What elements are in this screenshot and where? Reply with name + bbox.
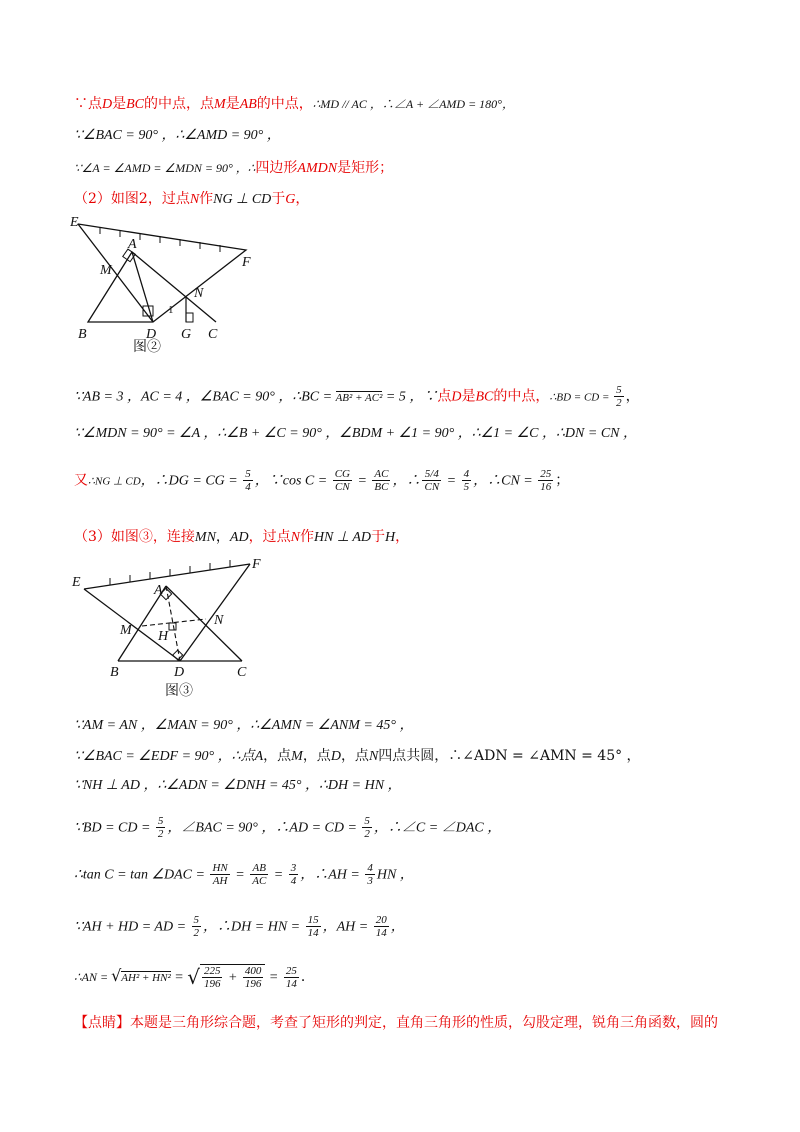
proof-line-4: （2）如图2，过点N作NG ⊥ CD于G， <box>74 191 310 207</box>
math: = 5 ，∵ <box>382 389 438 405</box>
fraction: $\frac{5}{4}$ <box>245 468 251 493</box>
label-D: D <box>146 327 157 342</box>
math: HN ⊥ AD <box>313 530 371 545</box>
text: ． <box>300 969 315 985</box>
figure-2-caption: 图② <box>133 339 161 355</box>
math: ∴BD = CD = <box>549 391 613 404</box>
math: ，∴ <box>392 473 421 489</box>
math: = <box>270 867 287 883</box>
math: ，∴AH = <box>300 867 364 883</box>
math: ∴tan C = tan ∠DAC = <box>74 867 209 883</box>
math: D <box>330 749 341 764</box>
text: 是矩形； <box>337 160 394 176</box>
math: = <box>443 473 460 489</box>
fraction: $\frac{15}{14}$ <box>307 914 319 939</box>
label-C: C <box>208 327 218 342</box>
math: ∵∠A = ∠AMD = ∠MDN = 90° ，∴ <box>74 161 256 175</box>
math: HN ， <box>376 867 414 883</box>
math: ∵BD = CD = <box>74 820 154 836</box>
label-N: N <box>194 286 204 301</box>
math: AD <box>229 530 249 545</box>
text: ，点 <box>302 748 331 764</box>
math: ∴AN = <box>74 970 112 984</box>
proof-line-6: ∵∠MDN = 90° = ∠A ，∴∠B + ∠C = 90° ，∠BDM + ∠1 = 90° ，∴∠1 = ∠C ，∴DN = CN ， <box>74 426 637 441</box>
text: 的中点， <box>256 96 313 112</box>
fraction: $\frac{CG}{CN}$ <box>334 468 350 493</box>
text: 又 <box>74 472 88 489</box>
fraction: $\frac{AC}{BC}$ <box>374 468 389 493</box>
fraction: $\frac{AB}{AC}$ <box>252 862 267 887</box>
math: ∵AB = 3 ，AC = 4 ，∠BAC = 90° ，∴BC = <box>74 389 336 405</box>
text: （3）如图③，连接 <box>74 529 195 545</box>
math: = <box>265 970 282 985</box>
proof-line-10 <box>74 746 641 767</box>
math: ∵∠BAC = ∠EDF = 90° ，∴点 <box>74 749 255 764</box>
fraction: $\frac{225}{196}$ <box>203 965 221 990</box>
label-B: B <box>78 327 87 342</box>
text: ，点 <box>340 748 369 764</box>
math: = <box>170 970 188 985</box>
text: ，过点 <box>248 529 291 545</box>
text: 于 <box>271 191 286 207</box>
math: M <box>291 749 303 764</box>
text: 于 <box>371 529 385 545</box>
math: = <box>231 867 249 883</box>
label-F: F <box>252 557 261 572</box>
math: A <box>254 749 264 764</box>
math: BC <box>126 97 145 112</box>
text: 的中点， <box>493 388 550 405</box>
proof-line-5: ∵AB = 3 ，AC = 4 ，∠BAC = 90° ，∴BC = AB² + AC² = 5 ，∵点D是BC的中点，∴BD = CD = $\frac{5}{2}$ ， <box>74 384 640 409</box>
label-A: A <box>128 237 137 252</box>
label-A: A <box>154 583 163 598</box>
proof-line-15: ∴AN = √AH² + HN² = √ $\frac{225}{196}$ + $\frac{400}{196}$ = $\frac{25}{14}$ ． <box>74 964 315 990</box>
sqrt-radicand: AH² + HN² <box>121 972 171 984</box>
proof-line-1 <box>74 94 514 115</box>
fraction: $\frac{25}{16}$ <box>540 468 552 493</box>
math: ∴NG ⊥ CD <box>88 475 141 488</box>
proof-line-12 <box>74 815 501 840</box>
fraction: $\frac{5/4}{CN}$ <box>424 468 440 493</box>
fraction: $\frac{400}{196}$ <box>244 965 262 990</box>
math: ，∴DH = HN = <box>203 919 304 935</box>
math: M <box>214 97 226 112</box>
text: 是 <box>225 96 240 112</box>
label-M: M <box>100 263 112 278</box>
text: 点 <box>437 388 452 405</box>
math: N <box>368 749 379 764</box>
math: D <box>102 97 113 112</box>
label-1: 1 <box>168 304 174 316</box>
label-D: D <box>174 665 185 680</box>
math: BC <box>475 389 494 405</box>
math: ∵AH + HD = AD = <box>74 919 190 935</box>
math: AB <box>239 97 257 112</box>
text: ∵点 <box>74 96 102 112</box>
fraction: $\frac{5}{2}$ <box>616 384 622 409</box>
figure-3 <box>70 556 270 681</box>
math: ，∴CN = <box>473 473 537 489</box>
fraction: $\frac{3}{4}$ <box>290 862 297 887</box>
label-E: E <box>70 215 79 230</box>
math: ， <box>390 919 405 935</box>
proof-line-7 <box>74 468 569 493</box>
proof-line-14 <box>74 914 405 939</box>
label-E: E <box>72 575 81 590</box>
label-H: H <box>158 629 169 644</box>
label-C: C <box>237 665 247 680</box>
math: AMDN <box>297 161 338 176</box>
label-N: N <box>214 613 224 628</box>
fraction: $\frac{HN}{AH}$ <box>212 862 228 887</box>
fraction: $\frac{5}{2}$ <box>193 914 200 939</box>
math: G <box>285 192 296 207</box>
text: 作 <box>199 191 214 207</box>
text: （2）如图2，过点 <box>74 191 190 207</box>
label-F: F <box>242 255 251 270</box>
math: D <box>451 389 462 405</box>
math: N <box>290 530 300 545</box>
math: ∴MD // AC ，∴∠A + ∠AMD = 180°， <box>312 97 514 111</box>
key-point-note: 【点睛】本题是三角形综合题，考查了矩形的判定，直角三角形的性质，勾股定理，锐角三角函数，圆的 <box>74 1015 718 1031</box>
text: 四边形 <box>255 160 298 176</box>
proof-line-3 <box>74 158 393 179</box>
proof-line-9: ∵AM = AN ，∠MAN = 90° ，∴∠AMN = ∠ANM = 45° ， <box>74 718 414 733</box>
text: ，点 <box>263 748 292 764</box>
proof-line-2: ∵∠BAC = 90° ，∴∠AMD = 90° ， <box>74 128 281 143</box>
label-G: G <box>181 327 192 342</box>
math: ，∴∠C = ∠DAC ， <box>373 820 502 836</box>
math: N <box>189 192 200 207</box>
proof-line-13 <box>74 862 414 887</box>
figure-2 <box>70 212 270 357</box>
fraction: $\frac{20}{14}$ <box>375 914 387 939</box>
proof-line-11: ∵NH ⊥ AD ，∴∠ADN = ∠DNH = 45° ，∴DH = HN ， <box>74 778 402 793</box>
label-B: B <box>110 665 119 680</box>
math: NG ⊥ CD <box>213 192 272 207</box>
text: 四点共圆，∴∠ADN = ∠AMN = 45° ， <box>378 748 641 764</box>
math: MN <box>194 530 216 545</box>
math: ，AH = <box>322 919 372 935</box>
math: = <box>353 473 371 489</box>
math: ，∠BAC = 90° ，∴AD = CD = <box>167 820 361 836</box>
sqrt-radicand: AB² + AC² <box>335 391 383 404</box>
fraction: $\frac{4}{3}$ <box>367 862 373 887</box>
math: ，∵cos C = <box>254 473 331 489</box>
fraction: $\frac{5}{2}$ <box>157 815 164 840</box>
text: ； <box>555 472 570 489</box>
figure-3-caption: 图③ <box>165 683 193 699</box>
fraction: $\frac{4}{5}$ <box>463 468 470 493</box>
math: ，∴DG = CG = <box>140 473 242 489</box>
fraction: $\frac{5}{2}$ <box>364 815 370 840</box>
fraction: $\frac{25}{14}$ <box>285 964 297 990</box>
text: 的中点，点 <box>144 96 215 112</box>
text: 作 <box>299 529 314 545</box>
text: 是 <box>461 388 476 405</box>
math: H <box>385 530 396 545</box>
label-M: M <box>120 623 132 638</box>
proof-line-8: （3）如图③，连接MN，AD，过点N作HN ⊥ AD于H， <box>74 529 410 545</box>
text: 是 <box>112 96 127 112</box>
